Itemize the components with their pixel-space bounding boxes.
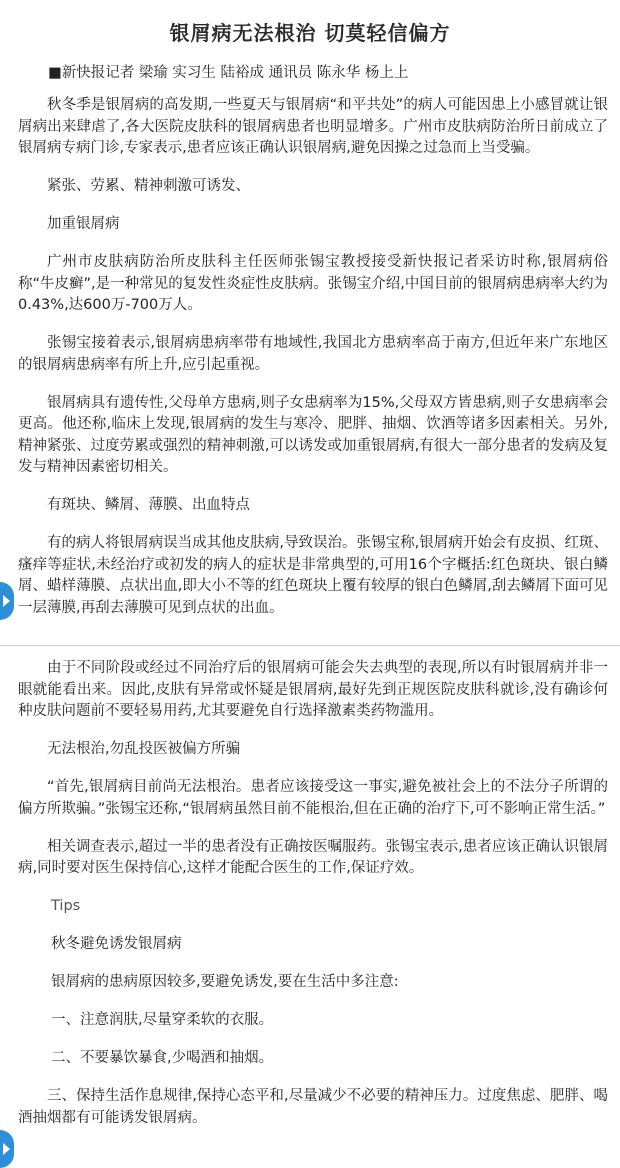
- paragraph: 银屑病具有遗传性,父母单方患病,则子女患病率为15%,父母双方皆患病,则子女患病率会更高。他还称,临床上发现,银屑病的发生与寒冷、肥胖、抽烟、饮酒等诸多因素相关。另外,精神紧张、过度劳累或强烈的精神刺激,可以诱发或加重银屑病,有很大一部分患者的发病及复发与精神因素密切相关。: [18, 394, 608, 475]
- paragraph: 秋冬季是银屑病的高发期,一些夏天与银屑病“和平共处”的病人可能因患上小感冒就让银屑病出来肆虐了,各大医院皮肤科的银屑病患者也明显增多。广州市皮肤病防治所日前成立了银屑病专病门诊,专家表示,患者应该正确认识银屑病,避免因操之过急而上当受骗。: [18, 97, 608, 156]
- article-title: 银屑病无法根治 切莫轻信偏方: [169, 21, 451, 45]
- list-item: 二、不要暴饮暴食,少喝酒和抽烟。: [51, 1050, 274, 1066]
- tips-label: Tips: [51, 898, 81, 914]
- page-divider: [0, 645, 620, 646]
- list-intro: 银屑病的患病原因较多,要避免诱发,要在生活中多注意:: [51, 974, 399, 990]
- subheading: 紧张、劳累、精神刺激可诱发、: [47, 178, 250, 194]
- side-share-tab[interactable]: [0, 1130, 14, 1168]
- paragraph: 广州市皮肤病防治所皮肤科主任医师张锡宝教授接受新快报记者采访时称,银屑病俗称“牛皮癣”,是一种常见的复发性炎症性皮肤病。张锡宝介绍,中国目前的银屑病患病率大约为0.43%,达600万-700万人。: [18, 254, 608, 313]
- article-body-part-two: [18, 658, 608, 1146]
- subheading: 无法根治,勿乱投医被偏方所骗: [47, 741, 241, 757]
- list-item: 一、注意润肤,尽量穿柔软的衣服。: [51, 1012, 274, 1028]
- article-byline: ■新快报记者 梁瑜 实习生 陆裕成 通讯员 陈永华 杨上上: [48, 65, 409, 81]
- subheading: 加重银屑病: [47, 216, 120, 232]
- tips-heading: 秋冬避免诱发银屑病: [51, 936, 182, 952]
- article-body-part-one: [18, 95, 608, 636]
- arrow-right-icon: [3, 595, 10, 607]
- paragraph: 有的病人将银屑病误当成其他皮肤病,导致误治。张锡宝称,银屑病开始会有皮损、红斑、瘙痒等症状,未经治疗或初发的病人的症状是非常典型的,可用16个字概括:红色斑块、银白鳞屑、蜡样薄膜、点状出血,即大小不等的红色斑块上覆有较厚的银白色鳞屑,刮去鳞屑下面可见一层薄膜,再刮去薄膜可见到点状的出血。: [18, 535, 608, 616]
- paragraph: 张锡宝接着表示,银屑病患病率带有地域性,我国北方患病率高于南方,但近年来广东地区的银屑病患病率有所上升,应引起重视。: [18, 335, 608, 373]
- subheading: 有斑块、鳞屑、薄膜、出血特点: [47, 497, 250, 513]
- arrow-right-icon: [3, 1143, 10, 1155]
- paragraph: 由于不同阶段或经过不同治疗后的银屑病可能会失去典型的表现,所以有时银屑病并非一眼就能看出来。因此,皮肤有异常或怀疑是银屑病,最好先到正规医院皮肤科就诊,没有确诊何种皮肤问题前不要轻易用药,尤其要避免自行选择激素类药物滥用。: [18, 660, 608, 719]
- paragraph: 相关调查表示,超过一半的患者没有正确按医嘱服药。张锡宝表示,患者应该正确认识银屑病,同时要对医生保持信心,这样才能配合医生的工作,保证疗效。: [18, 838, 608, 876]
- list-item: 三、保持生活作息规律,保持心态平和,尽量减少不必要的精神压力。过度焦虑、肥胖、喝酒抽烟都有可能诱发银屑病。: [18, 1088, 608, 1126]
- paragraph: “首先,银屑病目前尚无法根治。患者应该接受这一事实,避免被社会上的不法分子所谓的偏方所欺骗。”张锡宝还称,“银屑病虽然目前不能根治,但在正确的治疗下,可不影响正常生活。”: [18, 779, 608, 817]
